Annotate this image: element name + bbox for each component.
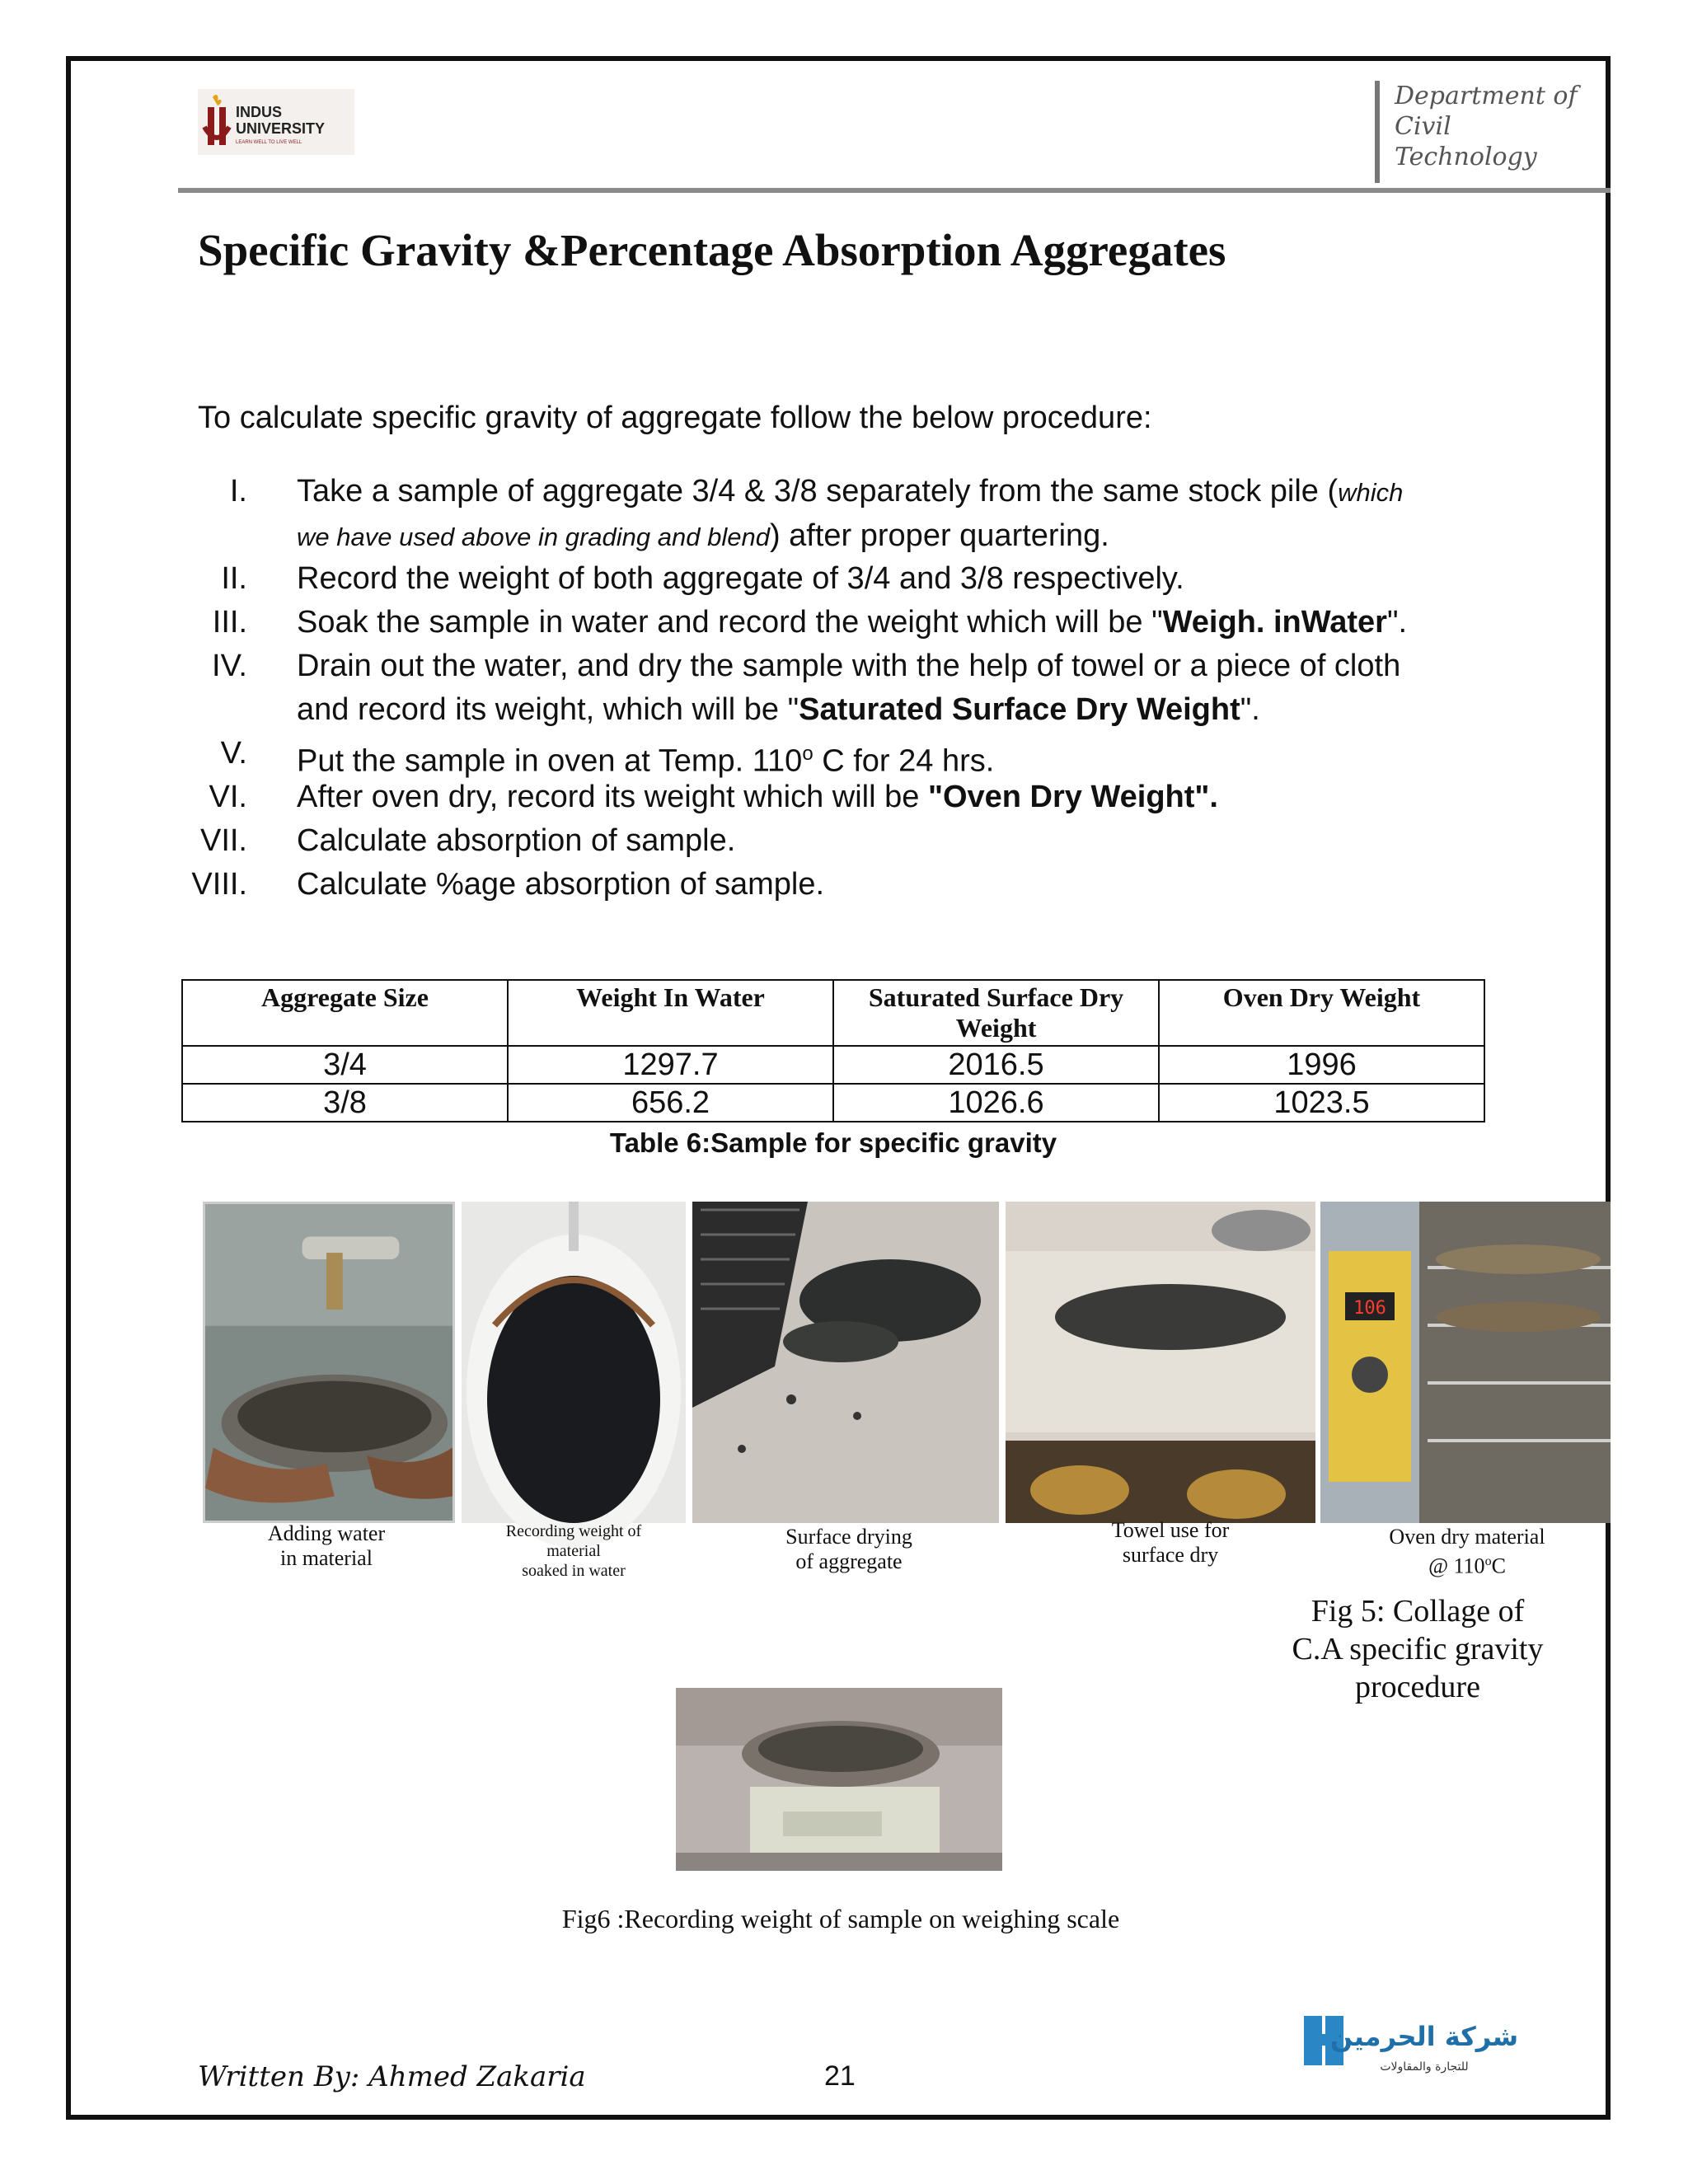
page-title: Specific Gravity &Percentage Absorption Aggregates (198, 225, 1226, 275)
department-line-1: Department of (1395, 82, 1578, 110)
step-text-part: and record its weight, which will be " (297, 692, 799, 727)
step-text (297, 470, 1665, 559)
table-header-row (182, 980, 1484, 1046)
company-arabic-name: شركة الحرمين (1329, 2021, 1519, 2052)
step-text: Calculate absorption of sample. (297, 823, 736, 858)
column-header: Weight In Water (508, 980, 833, 1046)
caption-line: C.A specific gravity (1292, 1632, 1544, 1666)
step-number: VI. (209, 780, 247, 814)
step-text-bold: Weigh. inWater (1162, 605, 1387, 640)
column-header: Aggregate Size (182, 980, 508, 1046)
step-text (297, 601, 1665, 644)
caption-line: Recording weight of (505, 1522, 642, 1540)
list-item (165, 644, 1484, 732)
step-text-part: After oven dry, record its weight which will be (297, 780, 928, 814)
svg-text:UNIVERSITY: UNIVERSITY (236, 120, 326, 137)
list-item (165, 557, 1484, 601)
step-text-part: Drain out the water, and dry the sample with the help of towel or a piece of cloth (297, 649, 1401, 683)
header-rule (178, 188, 1611, 193)
list-item (165, 601, 1484, 644)
caption-surface-drying (725, 1525, 973, 1574)
step-text-part: ". (1386, 605, 1407, 640)
column-header: Oven Dry Weight (1159, 980, 1484, 1046)
list-item (165, 732, 1484, 779)
step-text: Calculate %age absorption of sample. (297, 867, 825, 902)
table-cell: 1996 (1159, 1046, 1484, 1084)
caption-weighing-in-water (462, 1521, 686, 1581)
degree-superscript: o (1484, 1554, 1492, 1568)
step-text: Record the weight of both aggregate of 3/4 and 3/8 respectively. (297, 561, 1184, 596)
table-cell: 1297.7 (508, 1046, 833, 1084)
table-cell: 656.2 (508, 1084, 833, 1122)
step-text-part: Soak the sample in water and record the weight which will be " (297, 605, 1163, 640)
author-credit: Written By: Ahmed Zakaria (198, 2060, 586, 2093)
caption-line: Towel use for (1111, 1518, 1230, 1542)
step-number: IV. (212, 649, 247, 683)
step-number: III. (212, 605, 247, 640)
photo-weighing-in-water (462, 1202, 686, 1523)
caption-line: Fig 5: Collage of (1311, 1594, 1525, 1629)
intro-text: To calculate specific gravity of aggregate follow the below procedure: (198, 401, 1152, 435)
step-text-part: ) after proper quartering. (769, 518, 1109, 553)
step-number: V. (220, 736, 247, 771)
step-number: II. (221, 561, 247, 596)
photo-weighing-scale (676, 1688, 1002, 1871)
specific-gravity-table (181, 979, 1485, 1122)
step-text-part: Take a sample of aggregate 3/4 & 3/8 separately from the same stock pile ( (297, 474, 1339, 509)
step-number: VIII. (191, 867, 247, 902)
step-text-italic: we have used above in grading and blend (297, 523, 770, 551)
svg-text:LEARN WELL TO LIVE WELL: LEARN WELL TO LIVE WELL (236, 140, 302, 145)
photo-adding-water (203, 1202, 455, 1523)
caption-line: of aggregate (795, 1549, 903, 1573)
caption-towel-drying (1047, 1518, 1294, 1568)
step-text-italic: which (1338, 478, 1404, 507)
caption-part: C (1491, 1554, 1506, 1578)
step-text (297, 776, 1665, 819)
figure-6-caption: Fig6 :Recording weight of sample on weighing scale (561, 1904, 1120, 1933)
company-arabic-subtitle: للتجارة والمقاولات (1380, 2060, 1469, 2074)
step-text-bold: Saturated Surface Dry Weight (799, 692, 1240, 727)
caption-line: Oven dry material (1389, 1525, 1545, 1549)
table-row (182, 1084, 1484, 1122)
table-cell: 1026.6 (833, 1084, 1159, 1122)
procedure-list (165, 470, 1484, 907)
svg-text:INDUS: INDUS (236, 104, 283, 120)
step-number: VII. (199, 823, 247, 858)
caption-line: in material (280, 1546, 373, 1570)
degree-superscript: o (802, 743, 814, 765)
photo-surface-drying (692, 1202, 999, 1523)
list-item (165, 863, 1484, 907)
step-text-part: Put the sample in oven at Temp. 110 (297, 743, 803, 779)
al-haramain-company-logo (1301, 2008, 1519, 2079)
table-cell: 2016.5 (833, 1046, 1159, 1084)
column-header: Saturated Surface Dry Weight (833, 980, 1159, 1046)
caption-adding-water (203, 1521, 450, 1571)
step-text-bold: "Oven Dry Weight". (927, 780, 1218, 814)
caption-line: procedure (1355, 1670, 1480, 1704)
photo-oven-drying (1320, 1202, 1611, 1523)
list-item (165, 470, 1484, 557)
department-line-3: Technology (1395, 143, 1537, 171)
caption-line (1343, 1549, 1591, 1579)
list-item (165, 776, 1484, 819)
page-number: 21 (824, 2060, 856, 2092)
table-cell: 3/8 (182, 1084, 508, 1122)
figure-5-caption (1253, 1592, 1582, 1706)
list-item (165, 819, 1484, 863)
caption-line: Surface drying (785, 1525, 912, 1549)
table-row (182, 1046, 1484, 1084)
caption-part: @ 110 (1428, 1554, 1485, 1578)
department-line-2: Civil (1395, 112, 1451, 141)
step-number: I. (229, 474, 247, 509)
table-cell: 3/4 (182, 1046, 508, 1084)
caption-line: material (546, 1542, 601, 1560)
indus-university-logo (198, 89, 354, 155)
caption-oven-drying (1343, 1525, 1591, 1579)
caption-line: Adding water (267, 1521, 386, 1545)
step-text (297, 644, 1665, 732)
table-cell: 1023.5 (1159, 1084, 1484, 1122)
department-label (1375, 81, 1597, 183)
caption-line: surface dry (1122, 1543, 1219, 1567)
caption-line: soaked in water (522, 1562, 626, 1580)
step-text-part: C for 24 hrs. (813, 743, 995, 779)
photo-towel-drying (1006, 1202, 1315, 1523)
oven-display-text: 106 (1353, 1298, 1386, 1319)
table-caption: Table 6:Sample for specific gravity (609, 1127, 1057, 1158)
step-text-part: ". (1240, 692, 1260, 727)
